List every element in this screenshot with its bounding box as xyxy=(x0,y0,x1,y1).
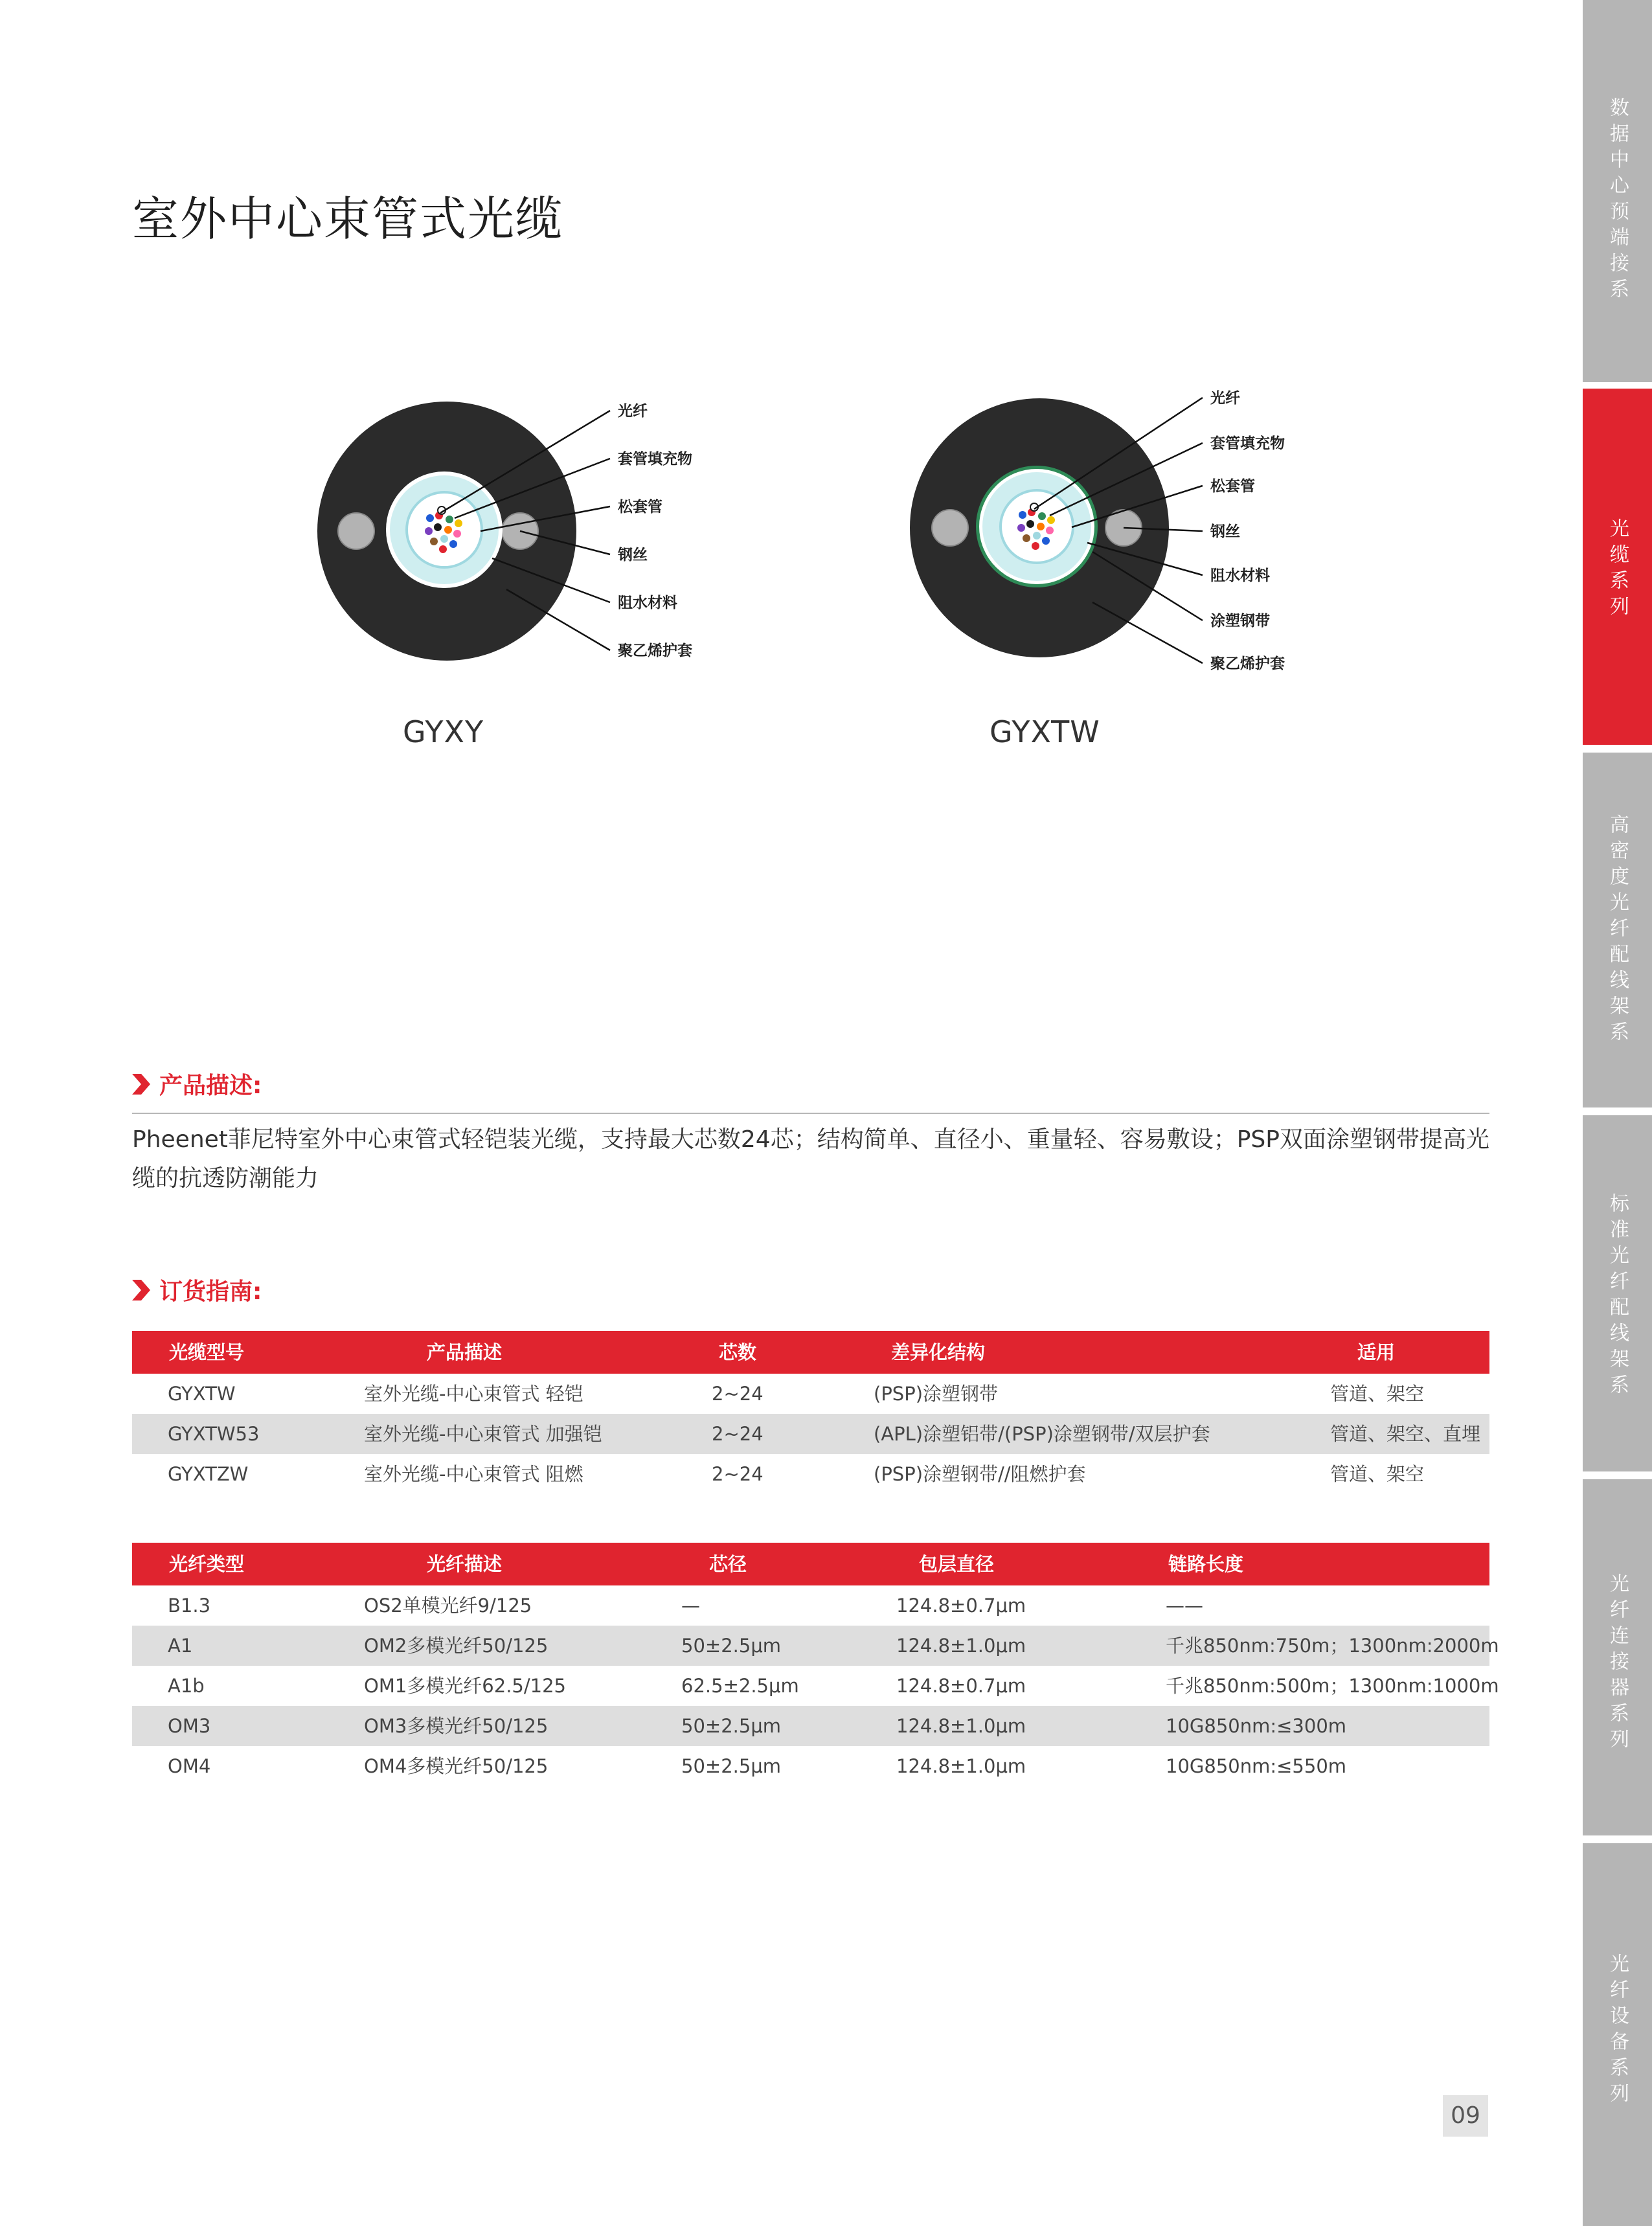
cell-structure: (APL)涂塑铝带/(PSP)涂塑钢带/双层护套 xyxy=(874,1423,1210,1445)
page-title: 室外中心束管式光缆 xyxy=(132,192,564,246)
callout-label: 松套管 xyxy=(1210,478,1255,495)
section-divider xyxy=(132,1113,1489,1114)
cell-core-diameter: 50±2.5μm xyxy=(681,1715,782,1737)
optical-fiber xyxy=(1023,534,1030,542)
optical-fiber xyxy=(1038,512,1046,520)
cell-application: 管道、架空、直埋 xyxy=(1330,1423,1481,1445)
steel-wire xyxy=(338,513,374,549)
side-tab-standard-odf[interactable] xyxy=(1537,1115,1652,1471)
optical-fiber xyxy=(1026,520,1034,528)
optical-fiber xyxy=(1047,516,1055,524)
cell-cladding-diameter: 124.8±1.0μm xyxy=(896,1755,1026,1777)
product-description-heading xyxy=(130,1067,262,1100)
cell-link-length: 10G850nm:≤550m xyxy=(1166,1755,1347,1777)
callout-label: 涂塑钢带 xyxy=(1210,613,1270,630)
cell-fiber-type: A1 xyxy=(168,1635,193,1657)
cell-cladding-diameter: 124.8±1.0μm xyxy=(896,1715,1026,1737)
cell-core-diameter: 62.5±2.5μm xyxy=(681,1675,799,1697)
chevron-right-icon xyxy=(130,1071,153,1097)
chevron-right-icon xyxy=(130,1277,153,1303)
section-heading-label: 产品描述: xyxy=(159,1073,262,1099)
table-row xyxy=(132,1414,1489,1454)
cell-application: 管道、架空 xyxy=(1330,1463,1425,1485)
optical-fiber xyxy=(449,540,457,548)
table-header xyxy=(132,1543,1489,1585)
page-number: 09 xyxy=(1443,2095,1488,2137)
cell-link-length: —— xyxy=(1166,1595,1203,1617)
side-tab-connector[interactable] xyxy=(1583,1479,1652,1835)
header-cable-model: 光缆型号 xyxy=(169,1341,245,1363)
header-fiber-description: 光纤描述 xyxy=(427,1553,503,1575)
table-row xyxy=(132,1585,1489,1626)
cell-product-description: 室外光缆-中心束管式 阻燃 xyxy=(364,1463,583,1485)
cell-cable-model: GYXTW53 xyxy=(168,1423,260,1445)
side-tab-label: 光纤设备系列 xyxy=(1606,1953,1629,2109)
table-header xyxy=(132,1331,1489,1374)
optical-fiber xyxy=(1042,537,1050,545)
cell-link-length: 千兆850nm:750m；1300nm:2000m xyxy=(1166,1635,1499,1657)
side-tab-strip xyxy=(1537,0,1652,2226)
optical-fiber xyxy=(1017,524,1025,532)
callout-label: 阻水材料 xyxy=(618,595,677,611)
table-row xyxy=(132,1666,1499,1706)
section-heading-label: 订货指南: xyxy=(159,1278,262,1305)
callout-label: 光纤 xyxy=(1210,390,1240,407)
side-tab-fiber-equipment[interactable] xyxy=(1583,1843,1652,2226)
cable-model-table xyxy=(132,1331,1489,1494)
cell-fiber-type: OM4 xyxy=(168,1755,211,1777)
optical-fiber xyxy=(1033,532,1041,539)
side-tab-data-center[interactable] xyxy=(1537,0,1652,382)
cell-core-diameter: — xyxy=(681,1595,700,1617)
cell-cable-model: GYXTZW xyxy=(168,1463,249,1485)
optical-fiber xyxy=(455,519,462,527)
optical-fiber xyxy=(430,538,438,545)
optical-fiber xyxy=(426,514,434,522)
optical-fiber xyxy=(444,526,452,534)
table-row xyxy=(132,1374,1489,1414)
side-tab-label: 光缆系列 xyxy=(1606,518,1629,622)
cell-core-count: 2~24 xyxy=(712,1423,764,1445)
cell-product-description: 室外光缆-中心束管式 加强铠 xyxy=(364,1423,602,1445)
gyxtw-cross-section-diagram xyxy=(897,382,1324,680)
callout-label: 聚乙烯护套 xyxy=(1210,655,1285,672)
cell-core-diameter: 50±2.5μm xyxy=(681,1755,782,1777)
cell-fiber-description: OM1多模光纤62.5/125 xyxy=(364,1675,566,1697)
header-application: 适用 xyxy=(1357,1341,1396,1363)
callout-label: 阻水材料 xyxy=(1210,567,1270,584)
cell-product-description: 室外光缆-中心束管式 轻铠 xyxy=(364,1383,583,1405)
table-row xyxy=(132,1706,1489,1746)
cell-cladding-diameter: 124.8±1.0μm xyxy=(896,1635,1026,1657)
optical-fiber xyxy=(446,516,453,523)
side-tab-label: 数据中心预端接系列 xyxy=(1537,97,1629,304)
product-description-text: Pheenet菲尼特室外中心束管式轻铠装光缆，支持最大芯数24芯；结构简单、直径小、重量轻、容易敷设；PSP双面涂塑钢带提高光缆的抗透防潮能力 xyxy=(132,1126,1489,1192)
optical-fiber xyxy=(1032,542,1039,550)
cell-fiber-type: B1.3 xyxy=(168,1595,211,1617)
optical-fiber xyxy=(439,545,447,553)
fiber-type-table xyxy=(132,1543,1499,1786)
cell-cladding-diameter: 124.8±0.7μm xyxy=(896,1595,1026,1617)
gyxtw-svg xyxy=(897,382,1324,680)
gyxy-caption: GYXY xyxy=(403,714,484,749)
cell-fiber-type: OM3 xyxy=(168,1715,211,1737)
cell-structure: (PSP)涂塑钢带//阻燃护套 xyxy=(874,1463,1086,1485)
cell-fiber-type: A1b xyxy=(168,1675,205,1697)
callout-label: 聚乙烯护套 xyxy=(618,642,692,659)
cell-core-count: 2~24 xyxy=(712,1383,764,1405)
side-tab-optical-cable[interactable] xyxy=(1583,389,1652,745)
optical-fiber xyxy=(440,535,448,543)
table-row xyxy=(132,1746,1489,1786)
optical-fiber xyxy=(1019,511,1026,519)
gyxy-svg xyxy=(304,389,732,674)
header-core-count: 芯数 xyxy=(719,1341,757,1363)
cell-fiber-description: OM3多模光纤50/125 xyxy=(364,1715,549,1737)
header-structure: 差异化结构 xyxy=(891,1341,986,1363)
optical-fiber xyxy=(453,530,461,538)
optical-fiber xyxy=(434,523,442,531)
side-tab-high-density-odf[interactable] xyxy=(1537,753,1652,1107)
cell-core-count: 2~24 xyxy=(712,1463,764,1485)
cell-cladding-diameter: 124.8±0.7μm xyxy=(896,1675,1026,1697)
cell-structure: (PSP)涂塑钢带 xyxy=(874,1383,999,1405)
cell-core-diameter: 50±2.5μm xyxy=(681,1635,782,1657)
callout-label: 钢丝 xyxy=(618,547,648,563)
cell-fiber-description: OM2多模光纤50/125 xyxy=(364,1635,549,1657)
cell-fiber-description: OM4多模光纤50/125 xyxy=(364,1755,549,1777)
cell-cable-model: GYXTW xyxy=(168,1383,236,1405)
callout-label: 光纤 xyxy=(618,403,648,420)
gyxy-cross-section-diagram xyxy=(304,389,732,674)
ordering-guide-heading xyxy=(130,1273,262,1306)
side-tab-label: 高密度光纤配线架系列 xyxy=(1537,814,1629,1047)
table-row xyxy=(132,1626,1499,1666)
optical-fiber xyxy=(1037,523,1045,530)
callout-label: 套管填充物 xyxy=(618,451,692,468)
header-cladding-diameter: 包层直径 xyxy=(919,1553,995,1575)
header-link-length: 链路长度 xyxy=(1168,1553,1244,1575)
side-tab-label: 光纤连接器系列 xyxy=(1606,1573,1629,1755)
side-tab-label: 标准光纤配线架系列 xyxy=(1537,1193,1629,1400)
cell-link-length: 千兆850nm:500m；1300nm:1000m xyxy=(1166,1675,1499,1697)
callout-label: 钢丝 xyxy=(1210,523,1240,540)
header-core-diameter: 芯径 xyxy=(709,1553,747,1575)
table-row xyxy=(132,1454,1489,1494)
cell-link-length: 10G850nm:≤300m xyxy=(1166,1715,1347,1737)
callout-label: 套管填充物 xyxy=(1210,435,1285,452)
cell-application: 管道、架空 xyxy=(1330,1383,1425,1405)
callout-label: 松套管 xyxy=(618,499,662,516)
header-fiber-type: 光纤类型 xyxy=(169,1553,245,1575)
optical-fiber xyxy=(1046,527,1054,534)
steel-wire xyxy=(932,510,968,546)
optical-fiber xyxy=(425,527,433,535)
gyxtw-caption: GYXTW xyxy=(990,714,1100,749)
cell-fiber-description: OS2单模光纤9/125 xyxy=(364,1595,532,1617)
header-product-description: 产品描述 xyxy=(427,1341,503,1363)
